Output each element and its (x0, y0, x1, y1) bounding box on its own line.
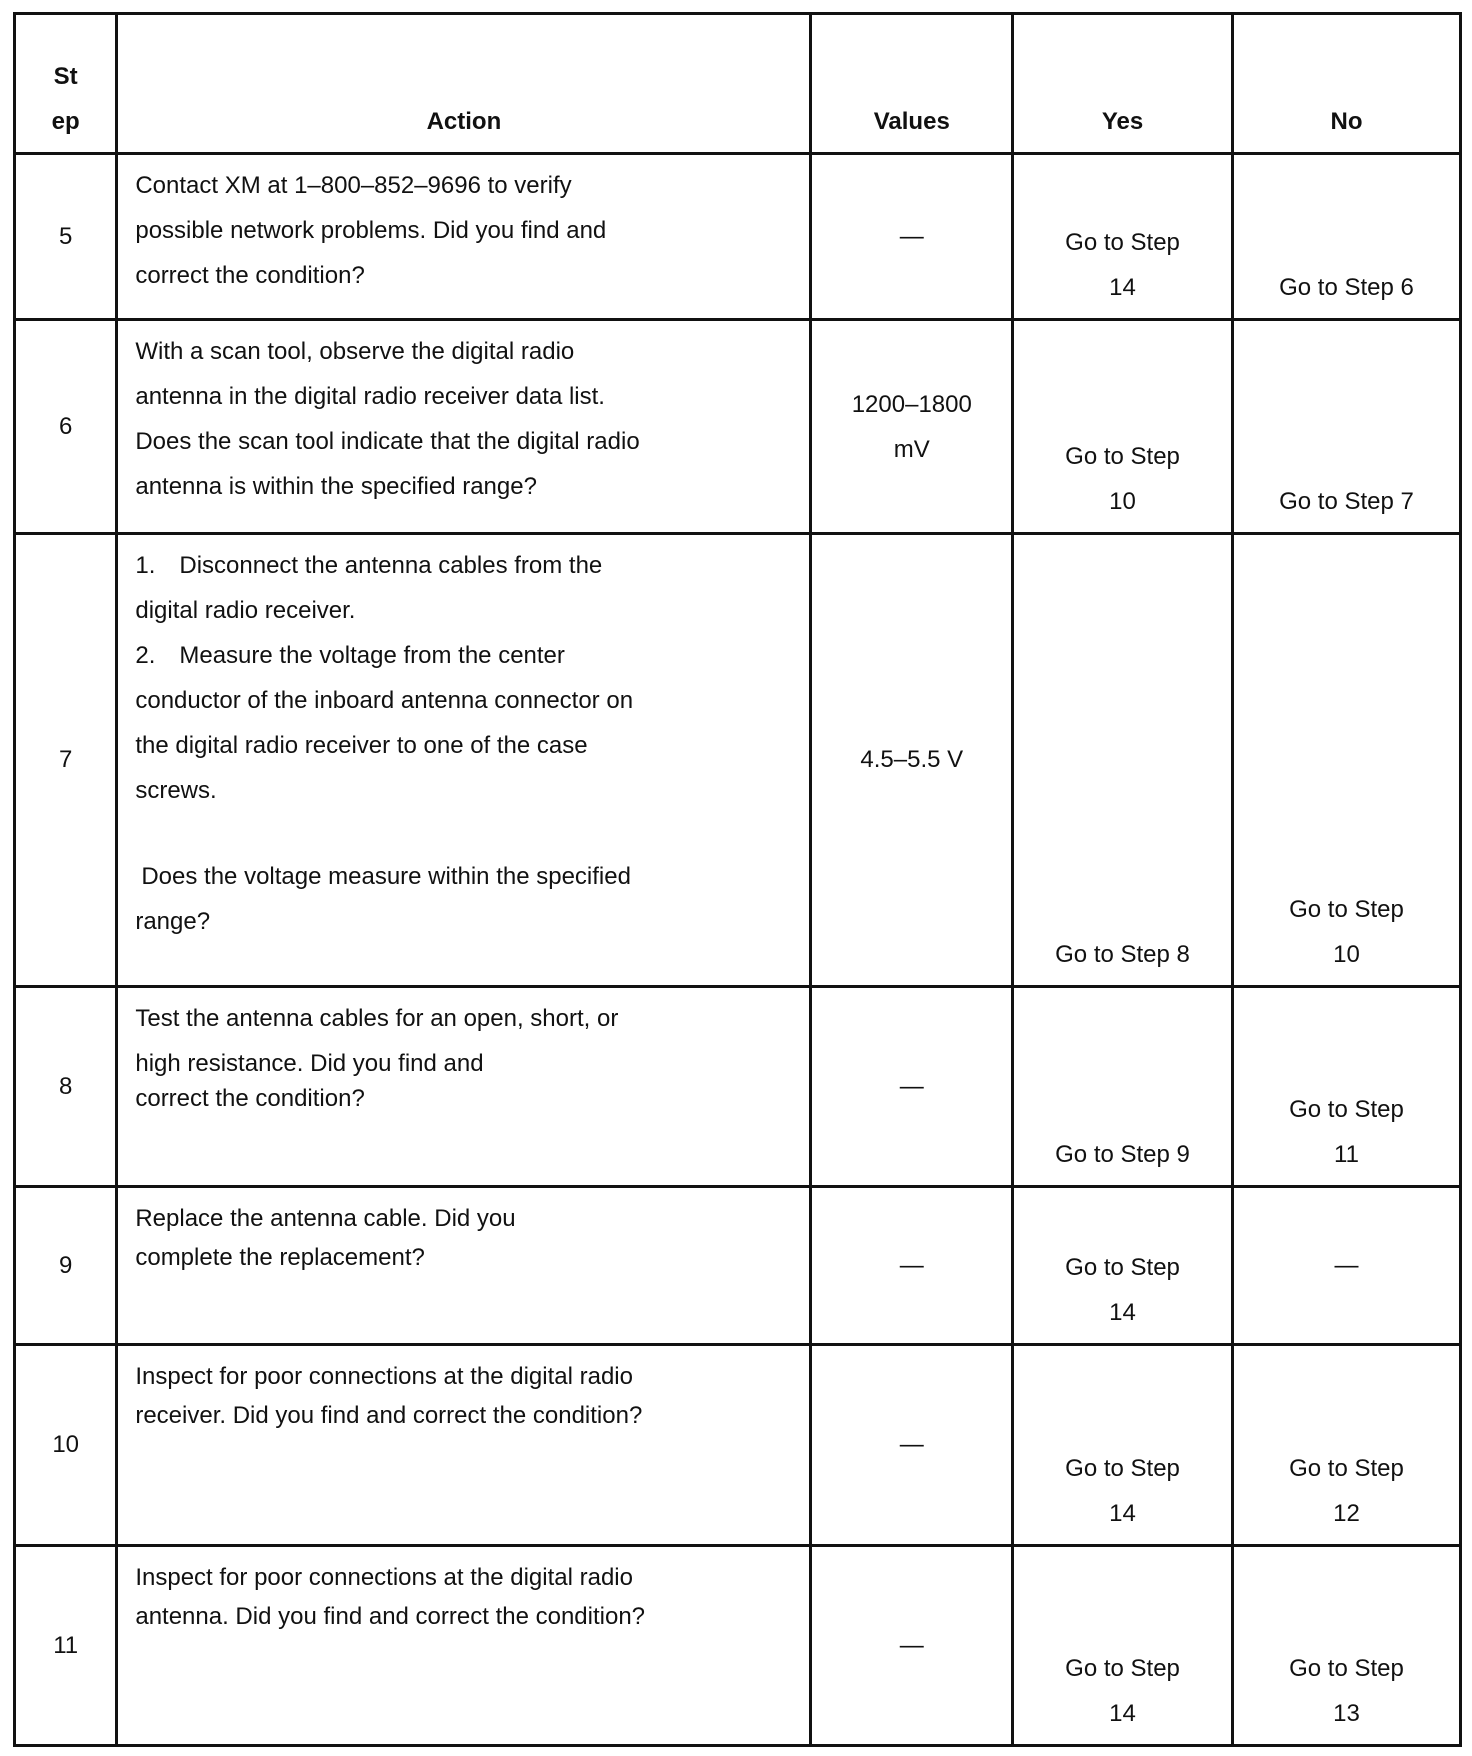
table-row (15, 1186, 1461, 1344)
table-row (15, 534, 1461, 986)
values-cell: — (811, 986, 1013, 1186)
step-number: 11 (15, 1545, 117, 1745)
action-cell: Inspect for poor connections at the digital radio antenna. Did you find and correct the condition? (117, 1545, 811, 1745)
values-cell: — (811, 1345, 1013, 1545)
header-row (15, 14, 1461, 154)
yes-cell: Go to Step 8 (1013, 534, 1233, 986)
step-number: 8 (15, 986, 117, 1186)
step-number: 7 (15, 534, 117, 986)
table-row (15, 986, 1461, 1186)
table-row (15, 1345, 1461, 1545)
no-cell: Go to Step 12 (1232, 1345, 1460, 1545)
yes-cell: Go to Step 14 (1013, 1545, 1233, 1745)
yes-cell: Go to Step 10 (1013, 319, 1233, 533)
table-row (15, 1545, 1461, 1745)
step-number: 5 (15, 154, 117, 320)
diagnostic-table (13, 12, 1462, 1747)
action-cell: Replace the antenna cable. Did you complete the replacement? (117, 1186, 811, 1344)
header-action: Action (117, 14, 811, 154)
header-no: No (1232, 14, 1460, 154)
no-cell: Go to Step 10 (1232, 534, 1460, 986)
header-yes: Yes (1013, 14, 1233, 154)
values-cell: — (811, 1545, 1013, 1745)
no-cell: Go to Step 6 (1232, 154, 1460, 320)
values-cell: 4.5–5.5 V (811, 534, 1013, 986)
values-cell: — (811, 1186, 1013, 1344)
action-cell: With a scan tool, observe the digital radio antenna in the digital radio receiver data list. Does the scan tool indicate that the digital radio antenna is within the specified range? (117, 319, 811, 533)
table-row (15, 154, 1461, 320)
table-row (15, 319, 1461, 533)
no-cell: Go to Step 13 (1232, 1545, 1460, 1745)
no-cell: Go to Step 11 (1232, 986, 1460, 1186)
step-number: 9 (15, 1186, 117, 1344)
step-number: 6 (15, 319, 117, 533)
action-cell: Test the antenna cables for an open, short, or high resistance. Did you find and correct the condition? (117, 986, 811, 1186)
action-cell: Inspect for poor connections at the digital radio receiver. Did you find and correct the condition? (117, 1345, 811, 1545)
header-step: St ep (15, 14, 117, 154)
yes-cell: Go to Step 14 (1013, 154, 1233, 320)
yes-cell: Go to Step 14 (1013, 1345, 1233, 1545)
action-cell: Contact XM at 1–800–852–9696 to verify possible network problems. Did you find and correct the condition? (117, 154, 811, 320)
yes-cell: Go to Step 9 (1013, 986, 1233, 1186)
values-cell: — (811, 154, 1013, 320)
no-cell: Go to Step 7 (1232, 319, 1460, 533)
header-values: Values (811, 14, 1013, 154)
values-cell: 1200–1800 mV (811, 319, 1013, 533)
step-number: 10 (15, 1345, 117, 1545)
no-cell: — (1232, 1186, 1460, 1344)
yes-cell: Go to Step 14 (1013, 1186, 1233, 1344)
action-cell: 1. Disconnect the antenna cables from the digital radio receiver. 2. Measure the voltage from the center conductor of the inboard antenna connector on the digital radio receiver to one of the case screws. Does the voltage measure within the specified range? (117, 534, 811, 986)
